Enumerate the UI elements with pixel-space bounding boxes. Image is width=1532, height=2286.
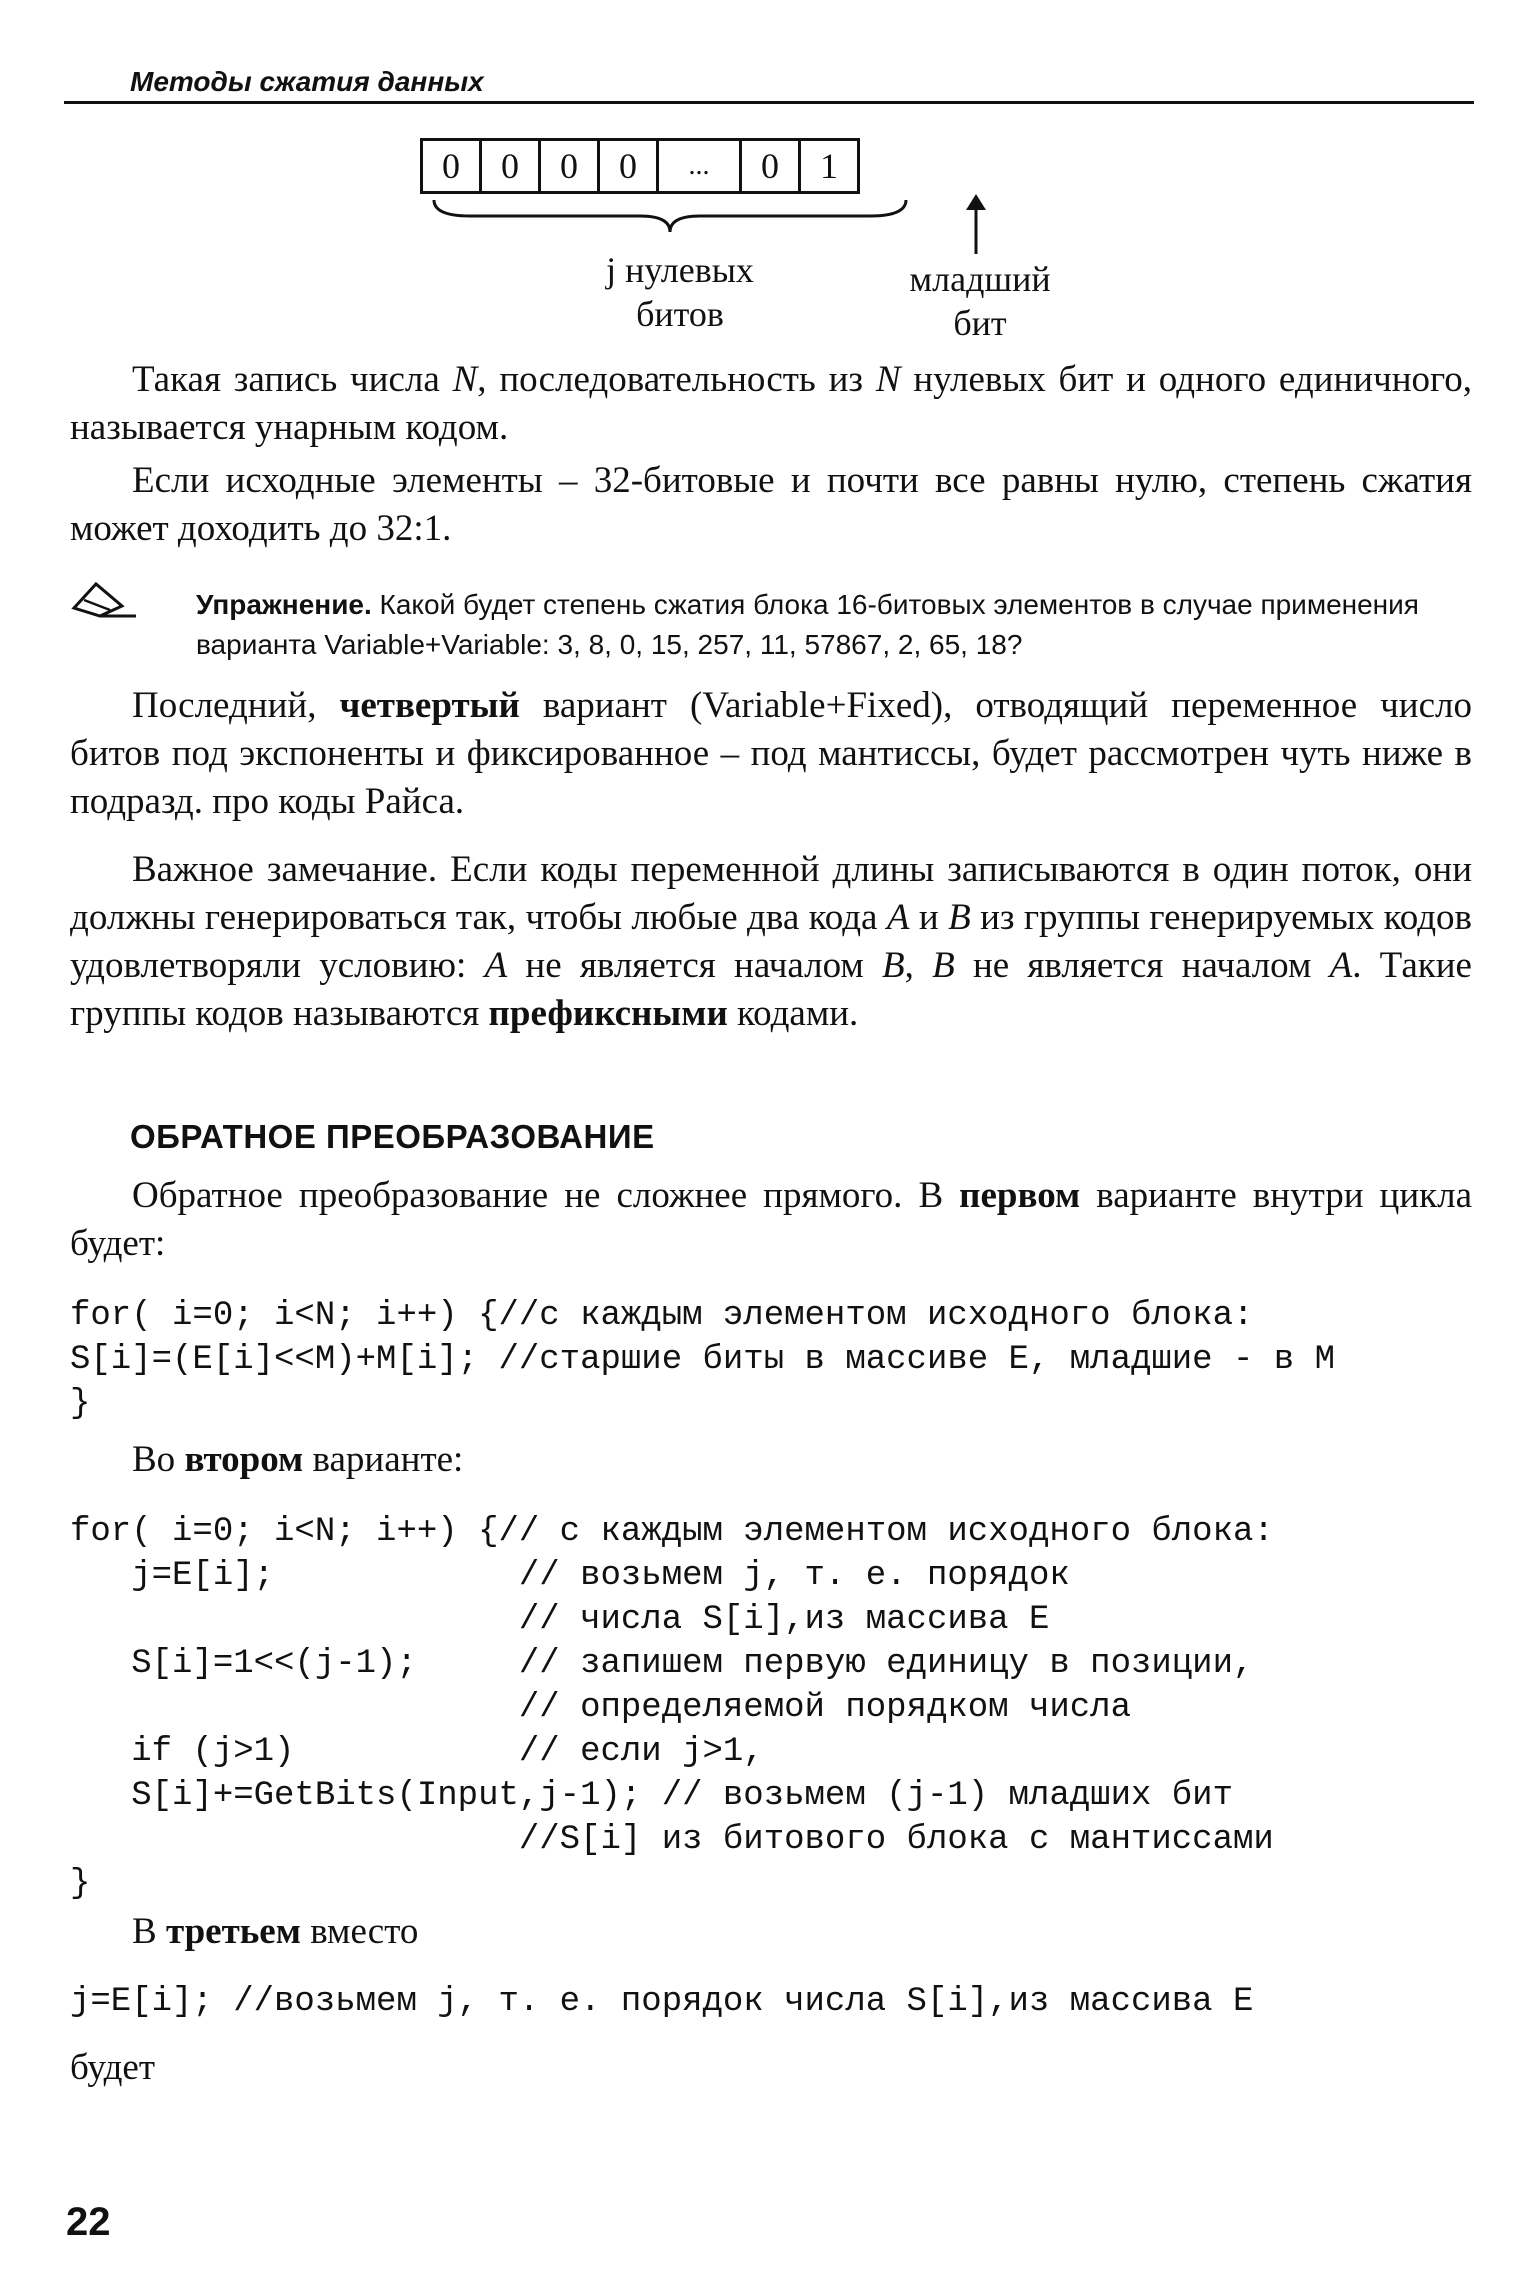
var-B: B (882, 945, 905, 986)
text-run: не является началом (954, 945, 1330, 986)
paragraph-unary (70, 356, 1472, 452)
section-title: ОБРАТНОЕ ПРЕОБРАЗОВАНИЕ (130, 1118, 655, 1155)
var-A: A (484, 945, 508, 986)
var-A: A (1329, 945, 1353, 986)
text-run: варианте: (303, 1439, 464, 1480)
bit-box: 0 (541, 141, 600, 191)
text-run: вариант (Variable+Fixed), отводящий переменное число битов под экспоненты и фиксированное – под мантиссы, будет рассмотрен чуть ниже в подразд. про коды Райса. (70, 685, 1472, 822)
bold-term: префиксными (488, 993, 728, 1034)
text-run: Важное замечание. Если коды переменной длины записываются в один поток, они должны генерироваться так, чтобы любые два кода (70, 849, 1472, 938)
brace-icon (430, 196, 910, 236)
arrow-up-icon (963, 192, 989, 254)
bold-term: третьем (165, 1911, 301, 1952)
paragraph-second-variant (70, 1436, 1472, 1484)
code-block-second: for( i=0; i<N; i++) {// с каждым элементом исходного блока: j=E[i]; // возьмем j, т. е. порядок // числа S[i],из массива E S[i]=1<<(j-1); // запишем первую единицу в позиции, // определяемой порядком числа if (j>1) // если j>1, S[i]+=GetBits(Input,j-1); // возьмем (j-1) младших бит //S[i] из битового блока с мантиссами } (70, 1513, 1274, 1903)
text-run: , (904, 945, 933, 986)
text-run: нулевых бит и одного единичного, называется унарным кодом. (70, 359, 1472, 448)
exercise-block (196, 585, 1472, 665)
paragraph-will-be: будет (70, 2047, 156, 2088)
header-rule (64, 101, 1474, 104)
bit-box: 0 (742, 141, 801, 191)
text-run: Такая запись числа (132, 359, 453, 400)
var-N: N (452, 359, 478, 400)
arrow-label-line2: бит (953, 303, 1007, 343)
bold-term: втором (184, 1439, 304, 1480)
arrow-label (880, 257, 1080, 345)
text-run: . Такие группы кодов называются (70, 945, 1472, 1034)
bit-boxes (420, 138, 860, 194)
var-A: A (886, 897, 910, 938)
code-line-third: j=E[i]; //возьмем j, т. е. порядок числа S[i],из массива E (70, 1983, 1254, 2021)
text-run: из группы генерируемых кодов удовлетворяли условию: (70, 897, 1473, 986)
text-run: и (909, 897, 949, 938)
bit-box: 0 (600, 141, 659, 191)
text-run: не является началом (507, 945, 883, 986)
bit-box: 0 (423, 141, 482, 191)
brace-label (565, 248, 795, 336)
pencil-icon (70, 578, 140, 618)
paragraph-inverse (70, 1172, 1472, 1268)
code-block-first: for( i=0; i<N; i++) {//с каждым элементом исходного блока: S[i]=(E[i]<<M)+M[i]; //старшие биты в массиве E, младшие - в M } (70, 1297, 1336, 1423)
arrow-label-line1: младший (909, 259, 1051, 299)
bit-box: 0 (482, 141, 541, 191)
brace-label-line1: j нулевых (606, 250, 754, 290)
text-run: В (132, 1911, 166, 1952)
text-run: Обратное преобразование не сложнее прямого. В (132, 1175, 960, 1216)
bold-term: первом (959, 1175, 1081, 1216)
text-run: кодами. (727, 993, 859, 1034)
paragraph-ratio: Если исходные элементы – 32-битовые и почти все равны нулю, степень сжатия может доходить до 32:1. (70, 460, 1472, 549)
var-B: B (948, 897, 971, 938)
text-run: вместо (300, 1911, 419, 1952)
var-N: N (875, 359, 901, 400)
bold-term: четвертый (339, 685, 520, 726)
text-run: варианте внутри цикла будет: (70, 1175, 1472, 1264)
text-run: , последовательность из (477, 359, 876, 400)
paragraph-third-variant (70, 1908, 1472, 1956)
text-run: Последний, (132, 685, 340, 726)
bit-box-lsb: 1 (820, 146, 838, 186)
exercise-label: Упражнение. (196, 589, 372, 620)
brace-label-line2: битов (636, 294, 724, 334)
paragraph-prefix-codes (70, 846, 1472, 1038)
paragraph-fourth-variant (70, 682, 1472, 826)
text-run: Во (132, 1439, 185, 1480)
running-title: Методы сжатия данных (130, 66, 484, 97)
exercise-text: Какой будет степень сжатия блока 16-битовых элементов в случае применения варианта Variable+Variable: 3, 8, 0, 15, 257, 11, 57867, 2, 65, 18? (196, 589, 1419, 660)
page-number: 22 (66, 2200, 111, 2244)
bit-box-ellipsis: ... (659, 141, 742, 191)
var-B: B (932, 945, 955, 986)
